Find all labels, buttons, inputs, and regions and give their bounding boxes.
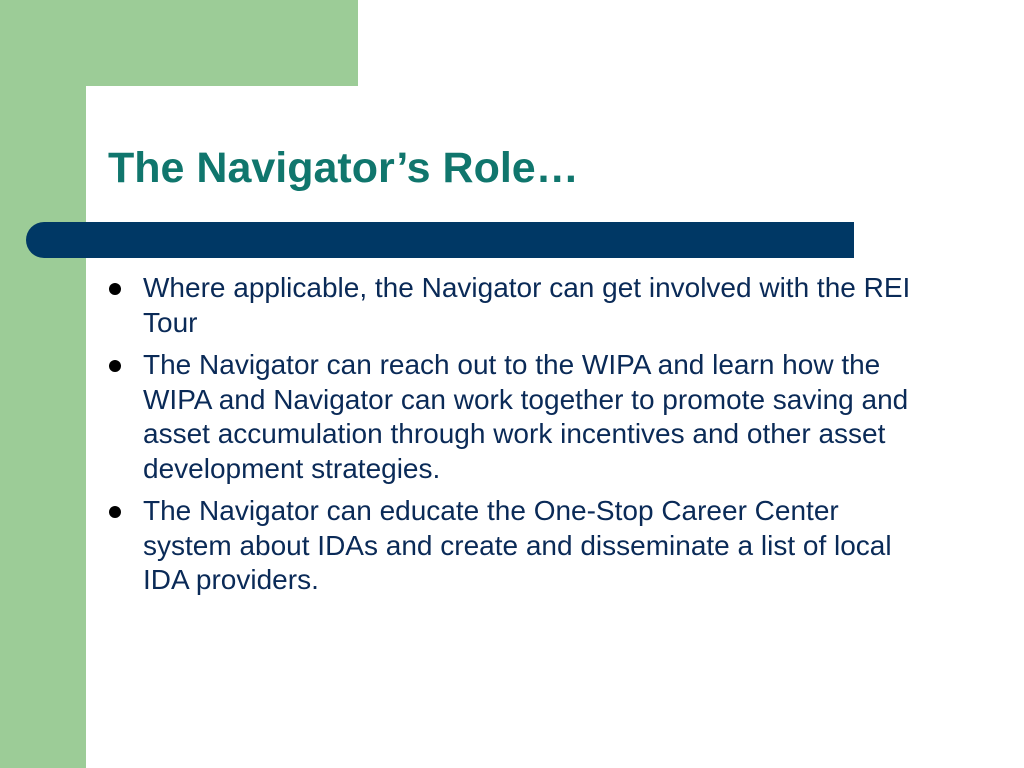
- bullet-list: [106, 270, 926, 605]
- bullet-text: The Navigator can educate the One-Stop Career Center system about IDAs and create and disseminate a list of local IDA providers.: [143, 495, 892, 595]
- bullet-dot-icon: [109, 283, 121, 295]
- bullet-item: [106, 493, 926, 598]
- bullet-dot-icon: [109, 506, 121, 518]
- title-underline-bar: [26, 222, 854, 258]
- bullet-item: [106, 347, 926, 486]
- bullet-text: The Navigator can reach out to the WIPA and learn how the WIPA and Navigator can work together to promote saving and asset accumulation through work incentives and other asset development strategies.: [143, 349, 909, 484]
- slide-title: The Navigator’s Role…: [108, 144, 579, 192]
- decorative-green-left-column: [0, 0, 86, 768]
- bullet-text: Where applicable, the Navigator can get involved with the REI Tour: [143, 272, 911, 338]
- bullet-dot-icon: [109, 360, 121, 372]
- bullet-item: [106, 270, 926, 340]
